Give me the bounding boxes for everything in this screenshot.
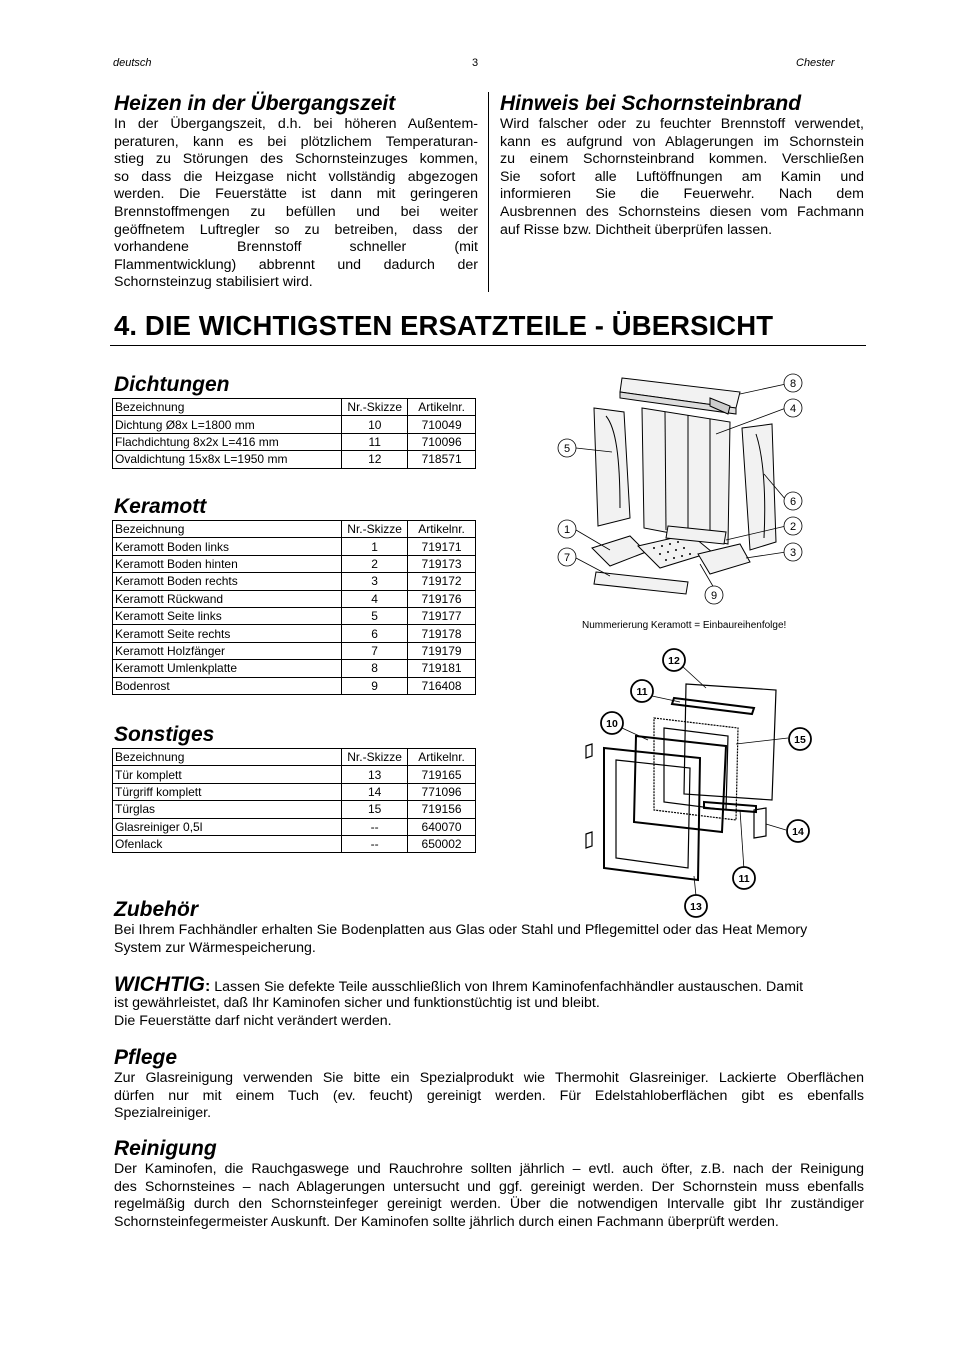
table-cell: 719173 <box>408 555 476 572</box>
table-header-cell: Bezeichnung <box>113 521 342 538</box>
table-header-cell: Nr.-Skizze <box>342 521 408 538</box>
wichtig-text-2: ist gewährleistet, daß Ihr Kaminofen sicher und funktionstüchtig ist und bleibt. <box>114 995 600 1011</box>
table-cell: 9 <box>342 677 408 694</box>
table-row <box>113 801 476 818</box>
table-row <box>113 416 476 433</box>
table-cell: Dichtung Ø8x L=1800 mm <box>113 416 342 433</box>
text-line: Schornsteinzug stabilisiert wird. <box>114 274 313 291</box>
table-row <box>113 766 476 783</box>
paragraph-reinigung <box>114 1161 864 1231</box>
table-cell: 716408 <box>408 677 476 694</box>
table-cell: Keramott Umlenkplatte <box>113 660 342 677</box>
paragraph-pflege <box>114 1070 864 1123</box>
table-cell: Keramott Boden rechts <box>113 573 342 590</box>
table-cell: Keramott Boden links <box>113 538 342 555</box>
heading-uebergangszeit: Heizen in der Übergangszeit <box>114 92 396 115</box>
table-row <box>113 538 476 555</box>
paragraph-uebergangszeit <box>114 116 478 292</box>
section-zubehoer <box>114 898 864 957</box>
text-line: zu einem Schornsteinbrand kommen. Verschließen <box>500 151 864 168</box>
table-header-cell: Nr.-Skizze <box>342 749 408 766</box>
table-row <box>113 660 476 677</box>
text-line: dürfen nur mit einem Tuch (ev. feucht) gereinigt werden. Für Edelstahloberflächen gibt es ebenfalls <box>114 1087 864 1104</box>
text-line: Bei Ihrem Fachhändler erhalten Sie Bodenplatten aus Glas oder Stahl und Pflegemittel oder das Heat Memory <box>114 922 808 938</box>
table-cell: 719165 <box>408 766 476 783</box>
table-sonstiges <box>112 748 476 853</box>
table-row <box>113 555 476 572</box>
table-cell: Keramott Seite rechts <box>113 625 342 642</box>
text-line: Spezialreiniger. <box>114 1105 212 1122</box>
text-line: Wird falscher oder zu feuchter Brennstoff verwendet, <box>500 116 864 132</box>
table-cell: 710049 <box>408 416 476 433</box>
table-row <box>113 573 476 590</box>
table-cell: Keramott Seite links <box>113 607 342 624</box>
table-cell: 719156 <box>408 801 476 818</box>
column-divider <box>488 92 489 292</box>
diagram1-caption: Nummerierung Keramott = Einbaureihenfolge! <box>582 620 787 631</box>
diagram1-label-4: 4 <box>789 403 797 415</box>
table-header-cell: Nr.-Skizze <box>342 399 408 416</box>
table-header-row <box>113 521 476 538</box>
wichtig-text-1: Lassen Sie defekte Teile ausschließlich von Ihrem Kaminofenfachhändler austauschen. Damit <box>210 979 804 995</box>
section-schornsteinbrand <box>500 92 864 239</box>
diagram2-label-15: 15 <box>794 734 806 746</box>
page-number: 3 <box>472 57 479 69</box>
section-wichtig <box>114 972 864 1030</box>
table-cell: Tür komplett <box>113 766 342 783</box>
text-line: geöffnetem Luftregler so zu betreiben, dass der <box>114 221 478 238</box>
table-header-cell: Bezeichnung <box>113 399 342 416</box>
table-cell: 5 <box>342 607 408 624</box>
diagram1-label-6: 6 <box>789 496 797 508</box>
table-header-cell: Artikelnr. <box>408 521 476 538</box>
table-cell: Glasreiniger 0,5l <box>113 818 342 835</box>
table-cell: -- <box>342 818 408 835</box>
table-row <box>113 677 476 694</box>
header-language: deutsch <box>113 57 152 69</box>
table-cell: Flachdichtung 8x2x L=416 mm <box>113 433 342 450</box>
text-line: informieren Sie die Feuerwehr. Nach dem <box>500 186 864 203</box>
table-cell: 12 <box>342 451 408 468</box>
diagram1-label-9: 9 <box>710 590 718 602</box>
table-row <box>113 818 476 835</box>
table-cell: 719172 <box>408 573 476 590</box>
text-line: peraturen, kann es bei plötzlichem Temperaturan- <box>114 133 478 150</box>
keramott-exploded-diagram <box>550 368 820 608</box>
diagram1-label-5: 5 <box>563 443 571 455</box>
table-cell: 719179 <box>408 642 476 659</box>
table-cell: 7 <box>342 642 408 659</box>
door-exploded-diagram <box>576 644 826 924</box>
heading-dichtungen: Dichtungen <box>114 373 230 396</box>
text-line: Sie sofort alle Luftöffnungen am Kamin und <box>500 168 864 185</box>
table-cell: 718571 <box>408 451 476 468</box>
diagram1-label-7: 7 <box>563 552 571 564</box>
table-header-cell: Artikelnr. <box>408 749 476 766</box>
table-cell: 11 <box>342 433 408 450</box>
diagram2-label-14: 14 <box>792 826 804 838</box>
table-cell: Bodenrost <box>113 677 342 694</box>
text-line: auf Risse bzw. Dichtheit überprüfen lassen. <box>500 221 773 238</box>
header-model: Chester <box>796 57 835 69</box>
table-cell: 1 <box>342 538 408 555</box>
table-keramott <box>112 520 476 695</box>
diagram1-label-8: 8 <box>789 378 797 390</box>
heading-zubehoer: Zubehör <box>114 898 198 921</box>
table-cell: -- <box>342 835 408 852</box>
text-line: Ausbrennen des Schornsteins diesen vom Fachmann <box>500 203 864 220</box>
table-cell: 14 <box>342 783 408 800</box>
table-cell: Keramott Holzfänger <box>113 642 342 659</box>
text-line: In der Übergangszeit, d.h. bei höheren Außentem- <box>114 116 478 132</box>
diagram1-label-3: 3 <box>789 547 797 559</box>
table-cell: Keramott Rückwand <box>113 590 342 607</box>
table-row <box>113 783 476 800</box>
heading-schornsteinbrand: Hinweis bei Schornsteinbrand <box>500 92 802 115</box>
text-line: werden. Die Feuerstätte ist dann mit geringeren <box>114 186 478 203</box>
heading-pflege: Pflege <box>114 1046 178 1069</box>
text-line: so dass die Heizgase nicht vollständig abgezogen <box>114 168 478 185</box>
wichtig-text-3: Die Feuerstätte darf nicht verändert werden. <box>114 1012 392 1029</box>
section-pflege <box>114 1046 864 1123</box>
heading-sonstiges: Sonstiges <box>114 723 215 746</box>
diagram2-label-10: 10 <box>606 718 618 730</box>
diagram2-label-13: 13 <box>690 901 702 913</box>
table-cell: Ovaldichtung 15x8x L=1950 mm <box>113 451 342 468</box>
table-cell: Ofenlack <box>113 835 342 852</box>
table-cell: 771096 <box>408 783 476 800</box>
text-line: Zur Glasreinigung verwenden Sie bitte ein Spezialprodukt wie Thermohit Glasreiniger. Lackierte Oberflächen <box>114 1070 864 1086</box>
diagram1-label-1: 1 <box>563 524 571 536</box>
table-cell: 8 <box>342 660 408 677</box>
table-row <box>113 590 476 607</box>
text-line: Flammentwicklung) abbrennt und dadurch der <box>114 256 478 273</box>
text-line: kann es aufgrund von Ablagerungen im Schornstein <box>500 133 864 150</box>
heading-wichtig: WICHTIG <box>114 973 205 996</box>
text-line: Schornsteinfegermeister Auskunft. Der Kaminofen sollte jährlich durch einen Fachmann überprüft werden. <box>114 1213 779 1230</box>
table-dichtungen <box>112 398 476 469</box>
table-row <box>113 433 476 450</box>
heading-keramott: Keramott <box>114 495 207 518</box>
table-cell: 6 <box>342 625 408 642</box>
paragraph-zubehoer <box>114 922 864 957</box>
table-cell: 719181 <box>408 660 476 677</box>
section-title: 4. DIE WICHTIGSTEN ERSATZTEILE - ÜBERSICHT <box>114 310 774 341</box>
table-row <box>113 835 476 852</box>
table-cell: Türgriff komplett <box>113 783 342 800</box>
table-cell: Keramott Boden hinten <box>113 555 342 572</box>
table-cell: 15 <box>342 801 408 818</box>
table-cell: 719178 <box>408 625 476 642</box>
text-line: regelmäßig durch den Schornsteinfeger gereinigt werden. Über die notwendigen Intervalle gibt Ihr zuständiger <box>114 1196 864 1213</box>
table-cell: 10 <box>342 416 408 433</box>
table-cell: Türglas <box>113 801 342 818</box>
heading-reinigung: Reinigung <box>114 1137 217 1160</box>
table-cell: 13 <box>342 766 408 783</box>
section-uebergangszeit <box>114 92 478 292</box>
section-reinigung <box>114 1137 864 1231</box>
wichtig-colon: : <box>204 978 211 995</box>
table-row <box>113 607 476 624</box>
table-cell: 650002 <box>408 835 476 852</box>
diagram2-label-12: 12 <box>668 655 680 667</box>
table-cell: 710096 <box>408 433 476 450</box>
table-row <box>113 642 476 659</box>
table-header-cell: Bezeichnung <box>113 749 342 766</box>
text-line: vorhandene Brennstoff schneller (mit <box>114 239 478 256</box>
table-header-row <box>113 749 476 766</box>
table-row <box>113 625 476 642</box>
table-cell: 719177 <box>408 607 476 624</box>
text-line: Brennstoffmengen zu befüllen und bei weiter <box>114 203 478 220</box>
diagram2-label-11-bottom: 11 <box>738 873 750 885</box>
text-line: des Schornsteines – nach Ablagerungen untersucht und ggf. gereinigt werden. Der Schornstein muss ebenfalls <box>114 1178 864 1195</box>
table-cell: 640070 <box>408 818 476 835</box>
table-cell: 719176 <box>408 590 476 607</box>
table-cell: 719171 <box>408 538 476 555</box>
table-header-row <box>113 399 476 416</box>
paragraph-schornsteinbrand <box>500 116 864 239</box>
table-cell: 2 <box>342 555 408 572</box>
table-row <box>113 451 476 468</box>
table-header-cell: Artikelnr. <box>408 399 476 416</box>
table-cell: 3 <box>342 573 408 590</box>
text-line: stieg zu Störungen des Schornsteinzuges kommen, <box>114 151 478 168</box>
text-line: Der Kaminofen, die Rauchgaswege und Rauchrohre sollten jährlich – evtl. auch öfter, z.B. nach der Reinigung <box>114 1161 864 1177</box>
text-line: System zur Wärmespeicherung. <box>114 939 316 956</box>
diagram2-label-11-top: 11 <box>636 686 648 698</box>
diagram1-label-2: 2 <box>789 521 797 533</box>
table-cell: 4 <box>342 590 408 607</box>
section-title-rule <box>110 345 866 346</box>
